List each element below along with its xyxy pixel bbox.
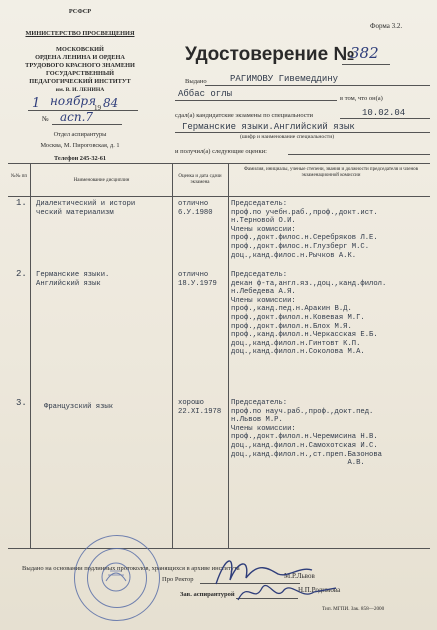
- phone: Телефон 245-32-61: [53, 155, 107, 162]
- org-name-line-3: ГОСУДАРСТВЕННЫЙ: [45, 70, 115, 77]
- official-stamp: [74, 535, 160, 621]
- form-number: Форма 3.2.: [370, 22, 403, 30]
- recipient-line2: Аббас оглы: [178, 89, 233, 99]
- recipient-line1: РАГИМОВУ Гивемеддину: [230, 74, 339, 84]
- specialty-caption: (шифр и наименование специальности): [240, 134, 335, 140]
- row-1-grade: отлично 6.У.1980: [178, 200, 213, 217]
- date-month: ноября: [50, 94, 97, 108]
- head-signature: [232, 574, 342, 610]
- row-1-num: 1.: [16, 198, 27, 208]
- org-name-line-0: МОСКОВСКИЙ: [56, 46, 104, 53]
- in-that-label: в том, что он(а): [340, 95, 383, 102]
- col-header-discipline: Наименование дисциплин: [73, 178, 130, 183]
- org-name-line-4: ПЕДАГОГИЧЕСКИЙ ИНСТИТУТ: [29, 78, 131, 85]
- col-header-num: №№ пп: [10, 174, 28, 179]
- issued-label: Выдано: [185, 78, 207, 85]
- row-3-discipline: Французский язык: [44, 403, 114, 411]
- row-3-grade: хорошо 22.XI.1978: [178, 399, 222, 416]
- prorector-name: М.Р.Львов: [284, 572, 315, 580]
- row-3-num: 3.: [16, 398, 27, 408]
- date-day: 1: [32, 96, 41, 111]
- prorector-label: Про Ректор: [162, 576, 194, 583]
- address: Москва, М. Пироговская, д. 1: [40, 142, 120, 149]
- passed-label: сдал(а) кандидатские экзамены по специальности: [175, 112, 313, 119]
- issued-basis: Выдано на основании подлинных протоколов, хранящихся в архиве института: [22, 565, 240, 572]
- date-year: 84: [103, 96, 119, 110]
- org-name-line-5: им. В. И. ЛЕНИНА: [55, 87, 105, 93]
- ref-number: асп.7: [60, 110, 94, 124]
- stamp-emblem-icon: [74, 535, 158, 619]
- row-1-discipline: Диалектический и истори ческий материализм: [36, 200, 136, 217]
- specialty-name: Германские языки.Английский язык: [182, 122, 355, 132]
- col-header-commission: Фамилия, инициалы, ученые степени, звания и должности председателя и членов экзаменационной комиссии: [243, 167, 419, 178]
- org-name-line-2: ТРУДОВОГО КРАСНОГО ЗНАМЕНИ: [25, 62, 135, 69]
- date-year-prefix: 19: [94, 104, 101, 112]
- page-title: Удостоверение №: [185, 44, 355, 65]
- specialty-code: 10.02.04: [362, 108, 406, 118]
- col-header-grade: Оценка и дата сдачи экзамена: [178, 174, 222, 185]
- row-2-discipline: Германские языки. Английский язык: [36, 271, 110, 288]
- department: Отдел аспирантуры: [53, 131, 107, 138]
- print-info: Тип. МГПИ. Зак. 858—2000: [322, 606, 385, 612]
- row-2-grade: отлично 18.У.1979: [178, 271, 217, 288]
- row-1-commission: Председатель: проф.по учебн.раб.,проф.,докт.ист. н.Терновой О.И. Члены комиссии: проф.,докт.филос.н.Серебряков Л.Е. проф.,докт.филос.н.Глузберг М.С. доц.,канд.филос.н.Рычков А.К.: [231, 200, 378, 260]
- grades-label: и получил(а) следующие оценки:: [175, 148, 267, 155]
- head-name: Н.П.Родимова: [298, 586, 341, 594]
- row-2-num: 2.: [16, 269, 27, 279]
- row-2-commission: Председатель: декан ф-та,англ.яз.,доц.,канд.филол. н.Лебедева А.Я. Члены комиссии: проф.,канд.пед.н.Аракин В.Д. проф.,докт.филол.н.Ковевая М.Г. проф.,докт.филол.н.Блох М.Я. проф.,канд.филол.н.Черкасская Е.Б. доц.,канд.филол.н.Гинтовт К.П. доц.,канд.филол.н.Соколова М.А.: [231, 271, 387, 357]
- org-rsfsr: РСФСР: [68, 8, 92, 15]
- cert-number: 382: [350, 44, 379, 62]
- row-3-commission: Председатель: проф.по науч.раб.,проф.,докт.пед. н.Львов М.Р. Члены комиссии: проф.,докт.филол.н.Черемисина Н.В. доц.,канд.филол.н.Самохотская И.С. доц.,канд.филол.н.,ст.преп.Базонова А.В.: [231, 399, 382, 468]
- org-name-line-1: ОРДЕНА ЛЕНИНА И ОРДЕНА: [35, 54, 125, 61]
- head-label: Зав. аспирантурой: [180, 591, 235, 598]
- number-prefix: №: [42, 115, 49, 123]
- org-ministry: МИНИСТЕРСТВО ПРОСВЕЩЕНИЯ: [25, 30, 135, 37]
